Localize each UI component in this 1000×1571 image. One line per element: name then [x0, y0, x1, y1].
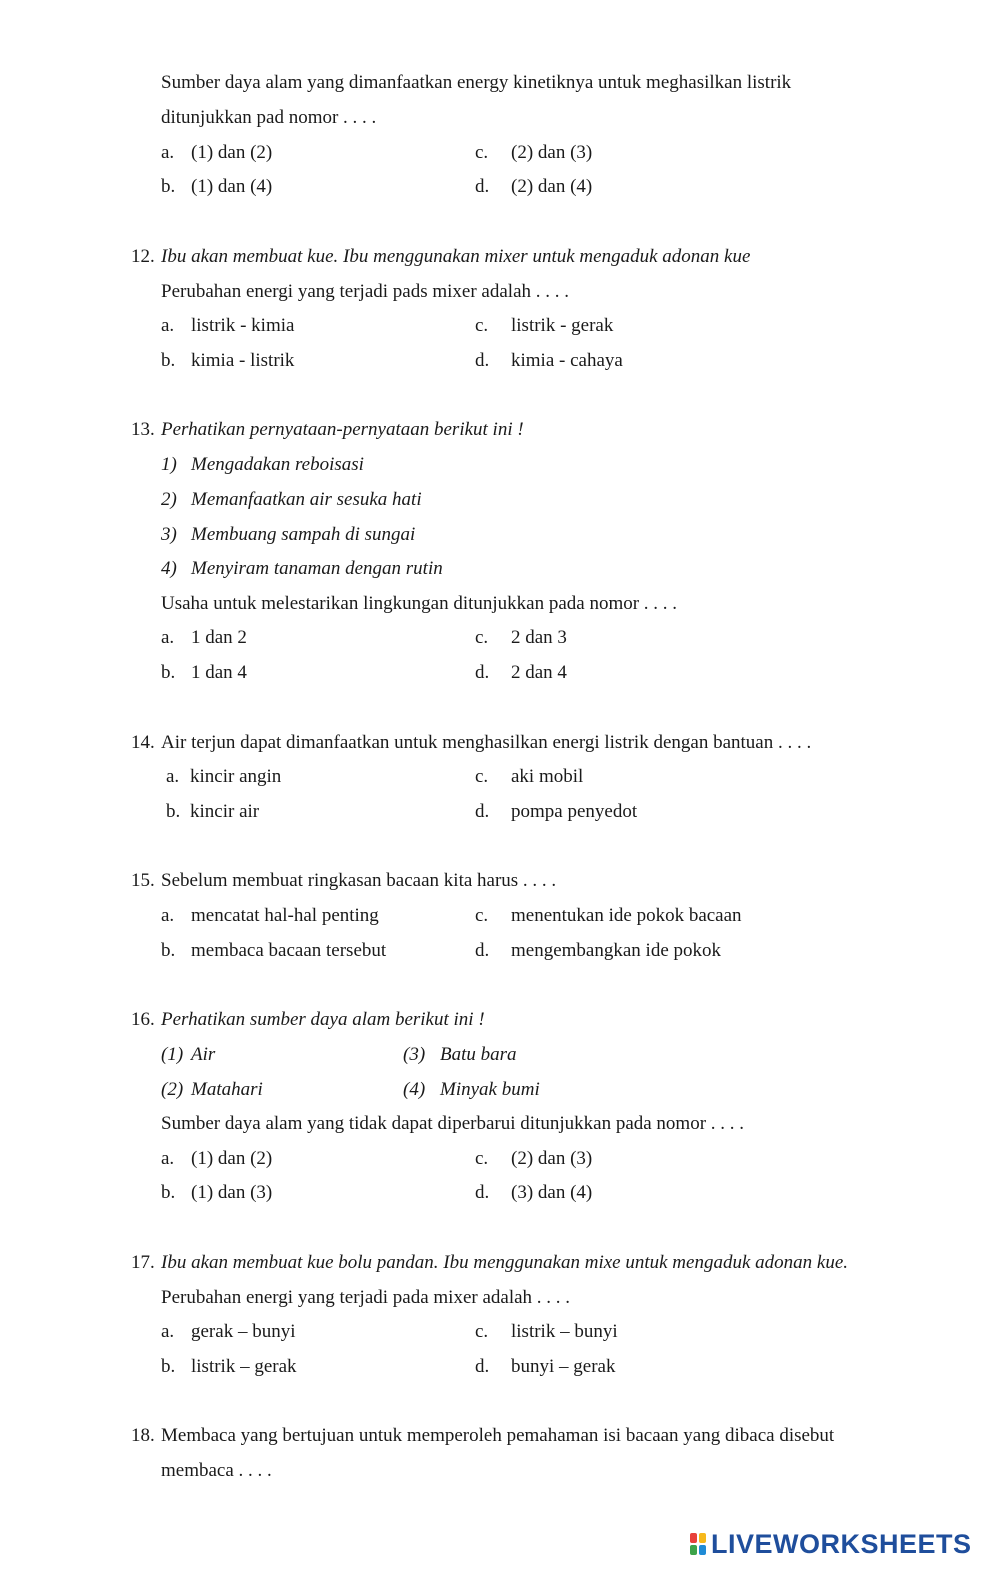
q11-option-d[interactable]: (2) dan (4)	[511, 176, 593, 197]
q13-statement-1: Mengadakan reboisasi	[191, 454, 364, 475]
q14-option-a-letter: a.	[166, 766, 180, 787]
q13-option-a[interactable]: 1 dan 2	[191, 627, 247, 648]
q15-option-a[interactable]: mencatat hal-hal penting	[191, 905, 379, 926]
q12-option-a-letter: a.	[161, 315, 175, 336]
q17-option-b[interactable]: listrik – gerak	[191, 1356, 297, 1377]
q12-question: Perubahan energi yang terjadi pads mixer adalah . . . .	[161, 281, 570, 302]
q13-statement-3-num: 3)	[161, 524, 177, 545]
q16-resource-2: Matahari	[191, 1079, 263, 1100]
q17-option-c-letter: c.	[475, 1321, 489, 1342]
q11-option-b-letter: b.	[161, 176, 176, 197]
q13-statement-1-num: 1)	[161, 454, 177, 475]
q16-intro: Perhatikan sumber daya alam berikut ini !	[161, 1009, 485, 1030]
q13-statement-2-num: 2)	[161, 489, 177, 510]
q11-option-c-letter: c.	[475, 142, 489, 163]
liveworksheets-logo-text: LIVEWORKSHEETS	[711, 1528, 972, 1559]
q18-text-line1: Membaca yang bertujuan untuk memperoleh pemahaman isi bacaan yang dibaca disebut	[161, 1425, 835, 1446]
q12-intro: Ibu akan membuat kue. Ibu menggunakan mixer untuk mengaduk adonan kue	[161, 246, 751, 267]
q13-option-c[interactable]: 2 dan 3	[511, 627, 567, 648]
q11-option-a-letter: a.	[161, 142, 175, 163]
q16-option-a-letter: a.	[161, 1148, 175, 1169]
q15-option-b-letter: b.	[161, 940, 176, 961]
q14-option-d-letter: d.	[475, 801, 490, 822]
q17-option-c[interactable]: listrik – bunyi	[511, 1321, 618, 1342]
q16-option-b[interactable]: (1) dan (3)	[191, 1182, 273, 1203]
q12-option-b[interactable]: kimia - listrik	[191, 350, 295, 371]
q12-option-d[interactable]: kimia - cahaya	[511, 350, 623, 371]
q14-option-c-letter: c.	[475, 766, 489, 787]
q15-number: 15.	[131, 870, 155, 891]
q13-statement-4: Menyiram tanaman dengan rutin	[191, 558, 443, 579]
q16-resource-1: Air	[191, 1044, 216, 1065]
q12-option-c[interactable]: listrik - gerak	[511, 315, 614, 336]
q16-option-c-letter: c.	[475, 1148, 489, 1169]
q13-statement-3: Membuang sampah di sungai	[191, 524, 416, 545]
q13-option-b-letter: b.	[161, 662, 176, 683]
q11-text-line2: ditunjukkan pad nomor . . . .	[161, 107, 377, 128]
q18-text-line2: membaca . . . .	[161, 1460, 272, 1481]
q17-question: Perubahan energi yang terjadi pada mixer adalah . . . .	[161, 1287, 571, 1308]
q16-option-b-letter: b.	[161, 1182, 176, 1203]
q11-option-b[interactable]: (1) dan (4)	[191, 176, 273, 197]
q16-number: 16.	[131, 1009, 155, 1030]
q15-question: Sebelum membuat ringkasan bacaan kita harus . . . .	[161, 870, 557, 891]
q17-option-d[interactable]: bunyi – gerak	[511, 1356, 616, 1377]
q17-intro: Ibu akan membuat kue bolu pandan. Ibu menggunakan mixe untuk mengaduk adonan kue.	[161, 1252, 849, 1273]
q13-option-d-letter: d.	[475, 662, 490, 683]
q13-statement-2: Memanfaatkan air sesuka hati	[191, 489, 422, 510]
q12-option-b-letter: b.	[161, 350, 176, 371]
q17-number: 17.	[131, 1252, 155, 1273]
q14-option-a[interactable]: kincir angin	[190, 766, 282, 787]
q17-option-d-letter: d.	[475, 1356, 490, 1377]
q13-intro: Perhatikan pernyataan-pernyataan berikut ini !	[161, 419, 524, 440]
q17-option-a-letter: a.	[161, 1321, 175, 1342]
q14-question: Air terjun dapat dimanfaatkan untuk menghasilkan energi listrik dengan bantuan . . . .	[161, 732, 812, 753]
q16-resource-3: Batu bara	[440, 1044, 517, 1065]
q11-option-d-letter: d.	[475, 176, 490, 197]
q16-option-c[interactable]: (2) dan (3)	[511, 1148, 593, 1169]
q14-option-c[interactable]: aki mobil	[511, 766, 584, 787]
q11-text-line1: Sumber daya alam yang dimanfaatkan energy kinetiknya untuk meghasilkan listrik	[161, 72, 792, 93]
q12-number: 12.	[131, 246, 155, 267]
q15-option-b[interactable]: membaca bacaan tersebut	[191, 940, 387, 961]
q16-option-d-letter: d.	[475, 1182, 490, 1203]
q13-question: Usaha untuk melestarikan lingkungan ditunjukkan pada nomor . . . .	[161, 593, 678, 614]
q16-resource-4: Minyak bumi	[440, 1079, 540, 1100]
q13-statement-4-num: 4)	[161, 558, 177, 579]
q12-option-a[interactable]: listrik - kimia	[191, 315, 295, 336]
q13-number: 13.	[131, 419, 155, 440]
q12-option-c-letter: c.	[475, 315, 489, 336]
q15-option-c-letter: c.	[475, 905, 489, 926]
q16-option-a[interactable]: (1) dan (2)	[191, 1148, 273, 1169]
q16-question: Sumber daya alam yang tidak dapat diperbarui ditunjukkan pada nomor . . . .	[161, 1113, 745, 1134]
q16-resource-4-num: (4)	[403, 1079, 426, 1100]
liveworksheets-logo-icon	[690, 1532, 708, 1556]
q14-option-b[interactable]: kincir air	[190, 801, 260, 822]
q17-option-a[interactable]: gerak – bunyi	[191, 1321, 296, 1342]
q17-option-b-letter: b.	[161, 1356, 176, 1377]
q13-option-d[interactable]: 2 dan 4	[511, 662, 567, 683]
q15-option-c[interactable]: menentukan ide pokok bacaan	[511, 905, 742, 926]
q15-option-a-letter: a.	[161, 905, 175, 926]
q16-resource-2-num: (2)	[161, 1079, 184, 1100]
q13-option-a-letter: a.	[161, 627, 175, 648]
q13-option-c-letter: c.	[475, 627, 489, 648]
q14-number: 14.	[131, 732, 155, 753]
q16-resource-1-num: (1)	[161, 1044, 184, 1065]
q12-option-d-letter: d.	[475, 350, 490, 371]
liveworksheets-logo	[690, 1529, 972, 1559]
q14-option-d[interactable]: pompa penyedot	[511, 801, 638, 822]
q16-resource-3-num: (3)	[403, 1044, 426, 1065]
q16-option-d[interactable]: (3) dan (4)	[511, 1182, 593, 1203]
q14-option-b-letter: b.	[166, 801, 181, 822]
q15-option-d[interactable]: mengembangkan ide pokok	[511, 940, 722, 961]
q11-option-a[interactable]: (1) dan (2)	[191, 142, 273, 163]
q11-option-c[interactable]: (2) dan (3)	[511, 142, 593, 163]
q13-option-b[interactable]: 1 dan 4	[191, 662, 247, 683]
q15-option-d-letter: d.	[475, 940, 490, 961]
q18-number: 18.	[131, 1425, 155, 1446]
